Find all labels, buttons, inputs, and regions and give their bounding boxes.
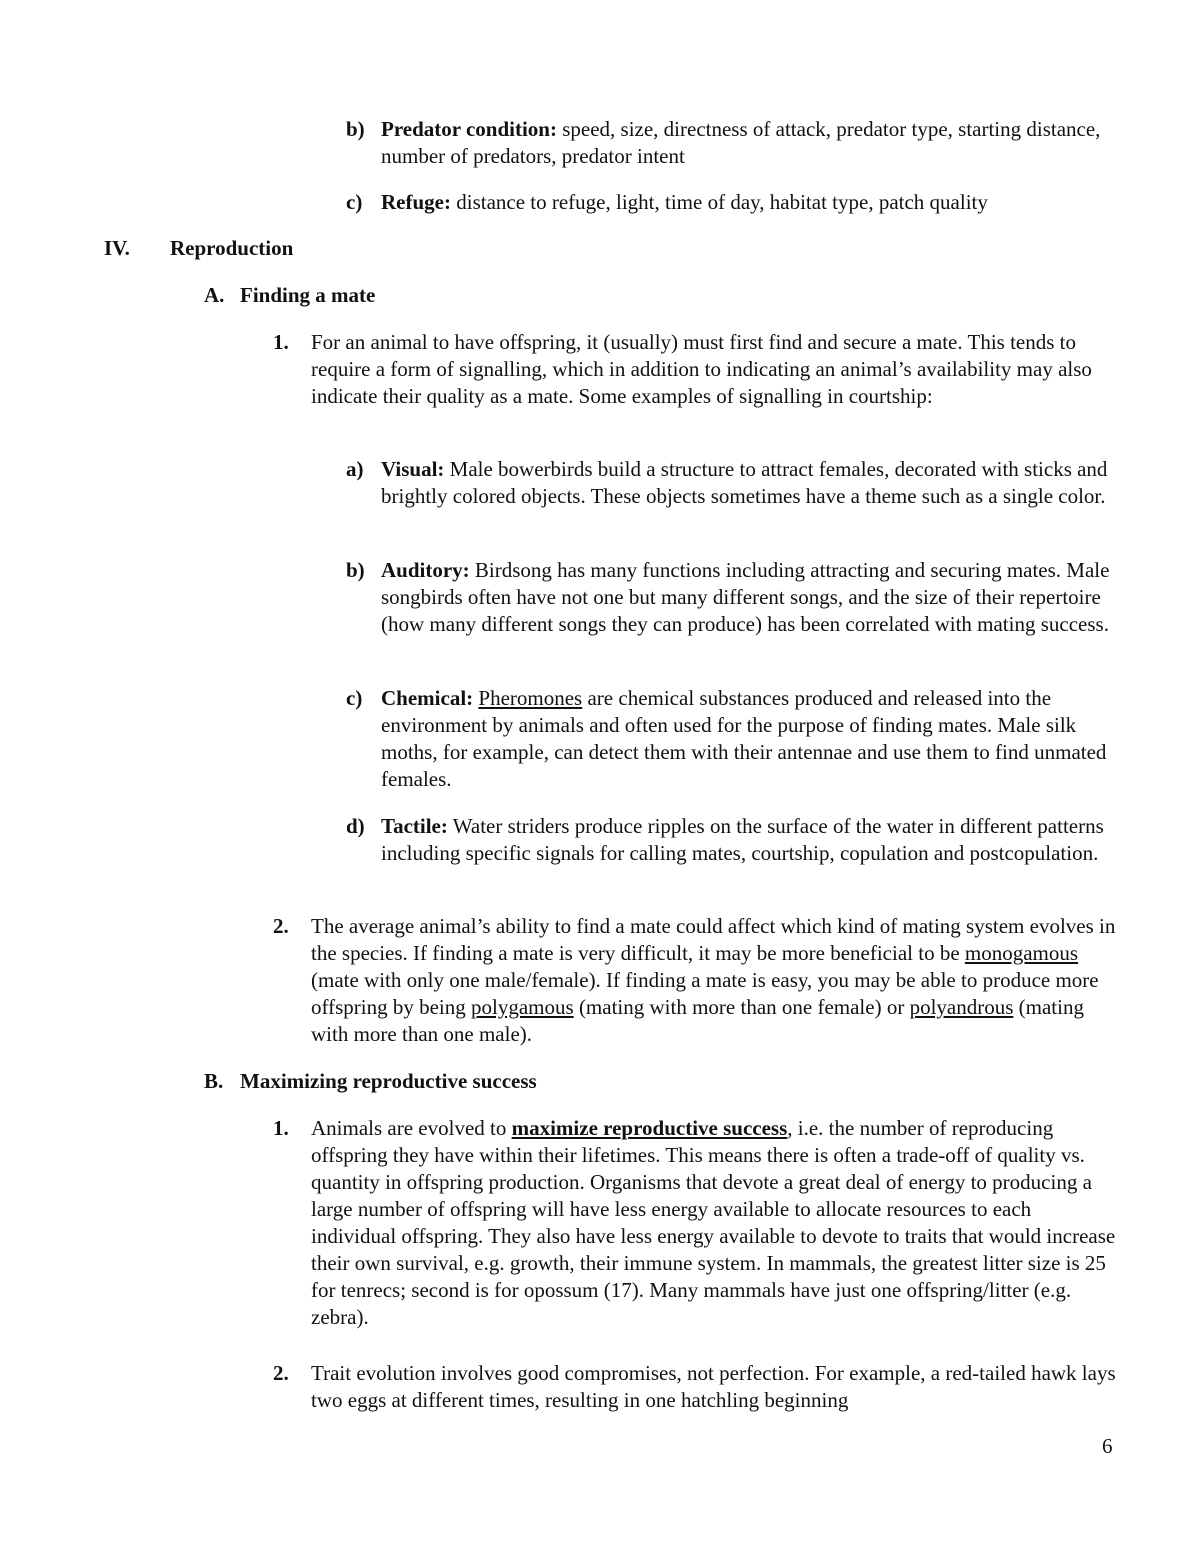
list-item-chemical: [346, 685, 1121, 793]
list-item-refuge: [346, 189, 1121, 216]
list-marker: 1.: [273, 330, 289, 354]
list-item-text: Visual: Male bowerbirds build a structure to attract females, decorated with sticks and brightly colored objects. These objects sometimes have a theme such as a single color.: [381, 457, 1108, 508]
list-item-finding-mate-2: [273, 913, 1121, 1048]
list-marker: 2.: [273, 914, 289, 938]
subsection-marker: A.: [204, 283, 225, 307]
term-label: Auditory:: [381, 558, 470, 582]
subsection-heading: Maximizing reproductive success: [240, 1069, 537, 1093]
bold-underlined-term: maximize reproductive success: [511, 1116, 788, 1140]
term-label: Tactile:: [381, 814, 448, 838]
list-item-text: Refuge: distance to refuge, light, time of day, habitat type, patch quality: [381, 190, 988, 214]
list-item-text: Chemical: Pheromones are chemical substances produced and released into the environment by animals and often used for the purpose of finding mates. Male silk moths, for example, can detect them with their antennae and use them to find unmated females.: [381, 686, 1107, 791]
list-item-text: Trait evolution involves good compromises, not perfection. For example, a red-tailed hawk lays two eggs at different times, resulting in one hatchling beginning: [311, 1361, 1116, 1412]
subsection-heading: Finding a mate: [240, 283, 376, 307]
list-marker: b): [346, 117, 365, 141]
term-label: Chemical:: [381, 686, 474, 710]
subsection-marker: B.: [204, 1069, 224, 1093]
list-marker: 1.: [273, 1116, 289, 1140]
list-marker: c): [346, 190, 363, 214]
list-item-text: Predator condition: speed, size, directness of attack, predator type, starting distance, number of predators, predator intent: [381, 117, 1101, 168]
term-label: Refuge:: [381, 190, 451, 214]
list-item-finding-mate-1: [273, 329, 1121, 410]
list-item-predator-condition: [346, 116, 1121, 170]
underlined-term: Pheromones: [478, 686, 583, 710]
list-item-tactile: [346, 813, 1121, 867]
list-marker: b): [346, 558, 365, 582]
page-number: 6: [1102, 1434, 1113, 1458]
list-marker: 2.: [273, 1361, 289, 1385]
list-item-reproductive-success-2: [273, 1360, 1121, 1414]
list-item-auditory: [346, 557, 1121, 638]
underlined-term: polyandrous: [909, 995, 1014, 1019]
list-item-reproductive-success-1: [273, 1115, 1121, 1331]
term-label: Visual:: [381, 457, 445, 481]
list-item-text: Tactile: Water striders produce ripples on the surface of the water in different patterns including specific signals for calling mates, courtship, copulation and postcopulation.: [381, 814, 1104, 865]
list-item-text: The average animal’s ability to find a mate could affect which kind of mating system evolves in the species. If finding a mate is very difficult, it may be more beneficial to be monogamous (mate with only one male/female). If finding a mate is easy, you may be able to produce more offspring by being polygamous (mating with more than one female) or polyandrous (mating with more than one male).: [311, 914, 1116, 1046]
list-marker: d): [346, 814, 365, 838]
section-numeral: IV.: [104, 236, 130, 260]
section-heading: Reproduction: [170, 236, 294, 260]
list-item-text: For an animal to have offspring, it (usually) must first find and secure a mate. This tends to require a form of signalling, which in addition to indicating an animal’s availability may also indicate their quality as a mate. Some examples of signalling in courtship:: [311, 330, 1092, 408]
list-item-visual: [346, 456, 1121, 510]
list-item-text: Animals are evolved to maximize reproductive success, i.e. the number of reproducing offspring they have within their lifetimes. This means there is often a trade-off of quality vs. quantity in offspring production. Organisms that devote a great deal of energy to producing a large number of offspring will have less energy available to allocate resources to each individual offspring. They also have less energy available to devote to traits that would increase their own survival, e.g. growth, their immune system. In mammals, the greatest litter size is 25 for tenrecs; second is for opossum (17). Many mammals have just one offspring/litter (e.g. zebra).: [311, 1116, 1116, 1329]
list-marker: a): [346, 457, 364, 481]
term-label: Predator condition:: [381, 117, 557, 141]
underlined-term: polygamous: [471, 995, 574, 1019]
underlined-term: monogamous: [964, 941, 1079, 965]
list-marker: c): [346, 686, 363, 710]
list-item-text: Auditory: Birdsong has many functions including attracting and securing mates. Male songbirds often have not one but many different songs, and the size of their repertoire (how many different songs they can produce) has been correlated with mating success.: [381, 558, 1110, 636]
